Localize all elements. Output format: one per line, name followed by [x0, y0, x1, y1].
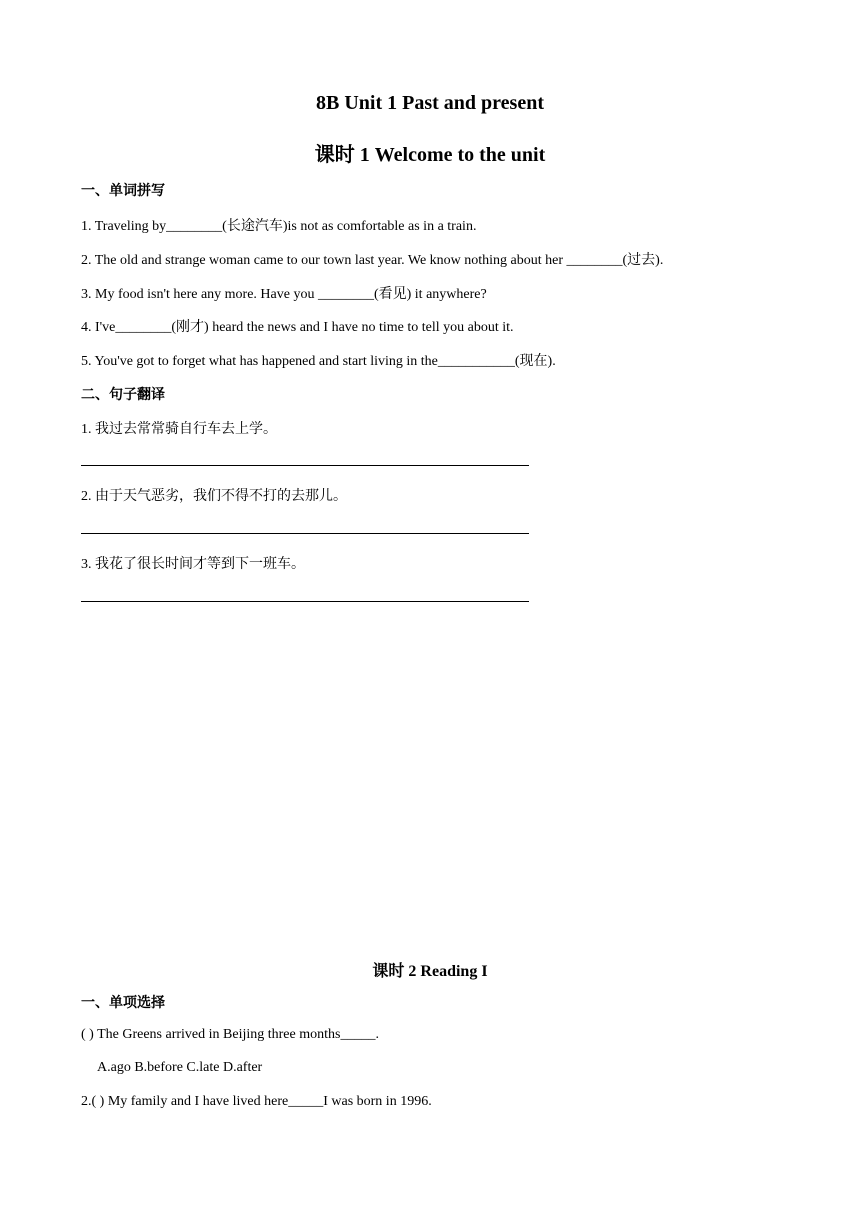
mc-question-1: ( ) The Greens arrived in Beijing three months_____. [81, 1027, 379, 1042]
translation-1: 1. 我过去常常骑自行车去上学。 [81, 422, 277, 437]
answer-line-2[interactable] [81, 533, 529, 534]
section-heading-spelling: 一、单词拼写 [81, 184, 165, 199]
answer-line-3[interactable] [81, 601, 529, 602]
section-heading-multiple-choice: 一、单项选择 [81, 996, 165, 1011]
mc-question-2: 2.( ) My family and I have lived here_____I was born in 1996. [81, 1094, 432, 1109]
translation-2: 2. 由于天气恶劣，我们不得不打的去那儿。 [81, 489, 347, 504]
answer-line-1[interactable] [81, 465, 529, 466]
lesson1-subtitle: 课时 1 Welcome to the unit [314, 144, 546, 166]
question-5: 5. You've got to forget what has happened and start living in the___________(现在). [81, 354, 556, 369]
lesson1-title: 8B Unit 1 Past and present [316, 92, 544, 114]
question-4: 4. I've________(刚才) heard the news and I have no time to tell you about it. [81, 320, 514, 335]
question-2: 2. The old and strange woman came to our town last year. We know nothing about her ________(过去). [81, 253, 664, 268]
translation-3: 3. 我花了很长时间才等到下一班车。 [81, 557, 305, 572]
question-1: 1. Traveling by________(长途汽车)is not as comfortable as in a train. [81, 219, 477, 234]
section-heading-translation: 二、句子翻译 [81, 388, 165, 403]
mc-question-1-options: A.ago B.before C.late D.after [97, 1060, 263, 1075]
lesson2-subtitle: 课时 2 Reading I [372, 963, 488, 980]
question-3: 3. My food isn't here any more. Have you ________(看见) it anywhere? [81, 287, 487, 302]
